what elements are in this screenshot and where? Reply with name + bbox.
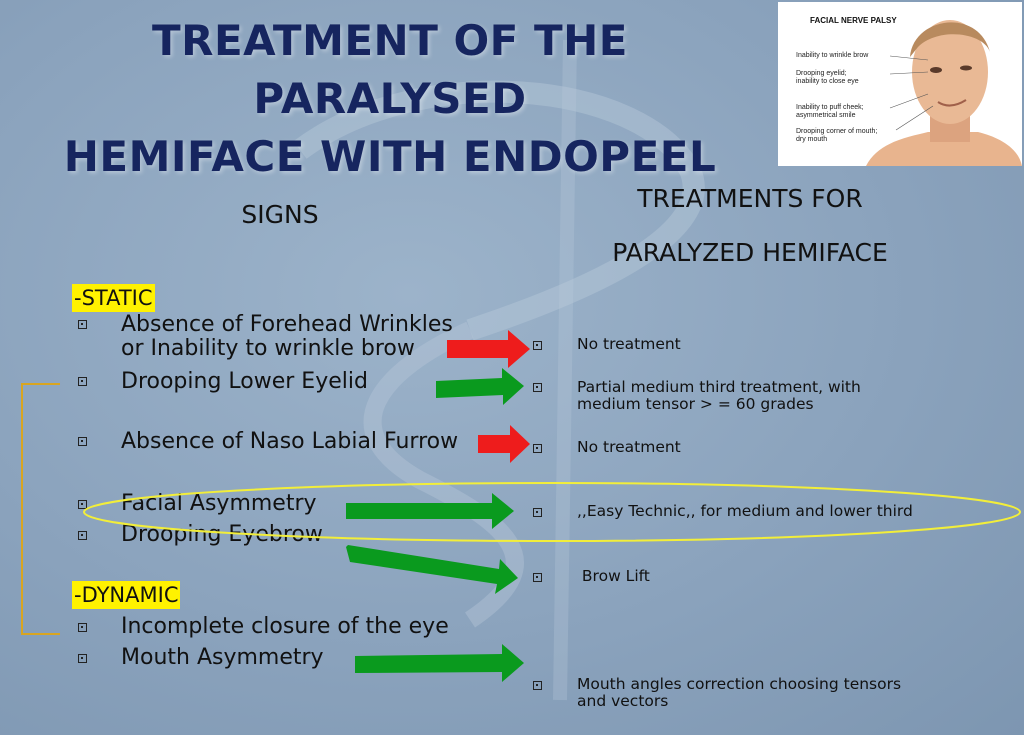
green-arrow-icon <box>346 493 514 529</box>
treatment-item: Mouth angles correction choosing tensors <box>577 675 902 693</box>
treatment-item: No treatment <box>577 335 681 353</box>
signs-heading: SIGNS <box>241 200 319 229</box>
figure-label: inability to close eye <box>796 78 859 85</box>
sign-item: Facial Asymmetry <box>121 491 317 516</box>
title-line-2: HEMIFACE WITH ENDOPEEL <box>63 132 717 181</box>
sign-item: Absence of Naso Labial Furrow <box>121 429 459 454</box>
treatment-item: Brow Lift <box>577 567 650 585</box>
figure-label: Drooping corner of mouth; <box>796 128 878 135</box>
figure-label: Drooping eyelid; <box>796 70 847 77</box>
dynamic-category-label: -DYNAMIC <box>74 583 179 607</box>
red-arrow-icon <box>447 330 530 368</box>
bracket-icon <box>22 384 60 634</box>
sign-item: Mouth Asymmetry <box>121 645 324 670</box>
green-arrow-icon <box>355 644 524 682</box>
red-arrow-icon <box>478 425 530 463</box>
figure-label: asymmetrical smile <box>796 112 856 119</box>
sign-item: Drooping Lower Eyelid <box>121 369 368 394</box>
treatment-item: and vectors <box>577 692 669 710</box>
highlight-ellipse <box>84 483 1020 541</box>
treatments-heading-line-1: TREATMENTS FOR <box>637 184 863 213</box>
figure-label: dry mouth <box>796 136 828 143</box>
green-arrow-icon <box>346 545 518 594</box>
sign-item: Absence of Forehead Wrinkles <box>121 312 453 337</box>
treatment-item: medium tensor > = 60 grades <box>577 395 814 413</box>
figure-label: Inability to wrinkle brow <box>796 52 869 59</box>
sign-item: or Inability to wrinkle brow <box>121 336 415 361</box>
treatments-heading-line-2: PARALYZED HEMIFACE <box>612 238 888 267</box>
title-line-1: TREATMENT OF THE PARALYSED <box>152 16 628 123</box>
static-category-label: -STATIC <box>74 286 153 310</box>
treatment-item: ,,Easy Technic,, for medium and lower third <box>577 502 913 520</box>
green-arrow-icon <box>436 368 524 405</box>
sign-item: Drooping Eyebrow <box>121 522 323 547</box>
sign-item: Incomplete closure of the eye <box>121 614 449 639</box>
figure-label: Inability to puff cheek; <box>796 104 864 111</box>
treatment-item: No treatment <box>577 438 681 456</box>
treatment-item: Partial medium third treatment, with <box>577 378 861 396</box>
figure-title: FACIAL NERVE PALSY <box>810 16 897 25</box>
